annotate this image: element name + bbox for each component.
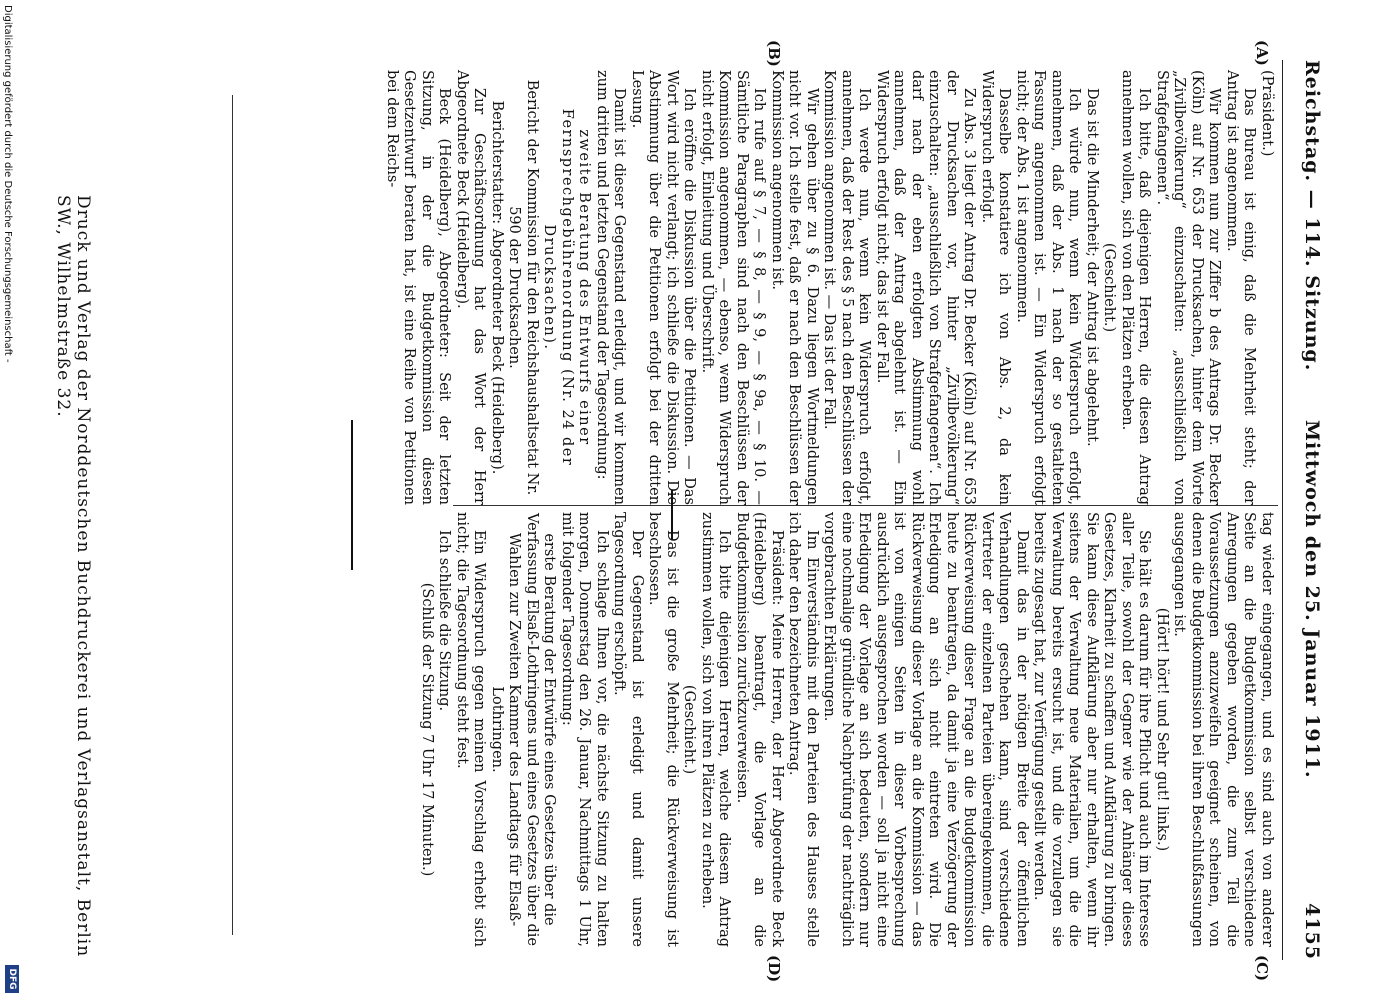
paragraph: Das ist die Minderheit; der Antrag ist abgelehnt. [1084,88,1100,447]
paragraph: Damit ist dieser Gegenstand erledigt, und wir kommen zum dritten und letzten Gegenstand der Tagesordnung: [594,70,628,505]
paragraph: Ich eröffne die Diskussion über die Petitionen. — Das Wort wird nicht verlangt; ich schließe die Diskussion. Die Abstimmung über die Petitionen erfolgt bei der dritten Lesung. [629,70,698,505]
paragraph: Bericht der Kommission für den Reichshaushaltsetat Nr. 590 der Drucksachen. [506,79,540,496]
paragraph: erste Beratung der Entwürfe eines Gesetzes über die Verfassung Elsaß-Lothringens und eines Gesetzes über die Wahlen zur Zweiten Kammer des Landtags für Elsaß-Lothringen. [489,513,558,946]
paragraph: Damit das in der nötigen Breite der öffentlichen Verhandlungen geschehen kann, sind verschiedene Vertreter der einzelnen Parteien übereingekommen, die Rückverweisung dieser Frage an die Budgetkommission heute zu beantragen, da damit ja eine Verzögerung der Erledigung an sich nicht eintreten wird. Die Rückverweisung dieser Vorlage an die Kommission — das ist von einigen Seiten in dieser Vorbesprechung ausdrücklich ausgesprochen worden — soll ja nicht eine Erledigung der Vorlage an sich bedeuten, sondern nur eine nochmalige gründliche Nachprüfung der nachträglich vorgebrachten Erklärungen. [821,512,1030,947]
paragraph: Wir kommen nun zur Ziffer b des Antrags Dr. Becker (Köln) auf Nr. 653 der Drucksachen, hinter dem Worte „Zivilbevölkerung“ einzuschalten: „ausschließlich von Strafgefangenen“. [1154,70,1223,505]
paragraph: Berichterstatter: Abgeordneter Beck (Heidelberg). [489,100,505,475]
paragraph: Dasselbe konstatiere ich von Abs. 2, da kein Widerspruch erfolgt. [979,70,1013,505]
paragraph: Das Bureau ist einig, daß die Mehrheit steht; der Antrag ist angenommen. [1224,70,1258,505]
paragraph: Wir gehen über zu § 6. Dazu liegen Wortmeldungen nicht vor. Ich stelle fest, daß er nach den Beschlüssen der Kommission angenommen ist. [769,70,820,505]
left-column [383,70,1276,505]
paragraph: Ein Widerspruch gegen meinen Vorschlag erhebt sich nicht; die Tagesordnung steht fest. [454,512,488,947]
paragraph: (Geschieht.) [1101,242,1118,333]
paragraph: tag wieder eingegangen, und es sind auch von anderer Seite an die Budgetkommission selbst verschiedene Anregungen gegeben worden, die zum Teil die Voraussetzungen anzuzweifeln geeignet scheinen, von denen die Budgetkommission bei ihren Beschlußfassungen ausgegangen ist. [1171,512,1275,947]
dfg-logo: DFG [5,965,19,993]
paragraph: (Geschieht.) [681,684,698,775]
paragraph: Ich bitte, daß diejenigen Herren, die diesen Antrag annehmen wollen, sich von den Plätzen erheben. [1119,70,1153,505]
paragraph: (Hört! hört! und Sehr gut! links.) [1154,607,1170,852]
closing-rule-short [671,490,673,540]
header-rule [1282,60,1283,960]
imprint: Druck und Verlag der Norddeutschen Buchdruckerei und Verlagsanstalt, Berlin SW., Wilhelmstraße 32. [53,195,93,958]
page-header [1283,60,1323,960]
header-session: Reichstag. — 114. Sitzung. [1301,60,1323,372]
column-divider [453,505,1278,506]
digitization-note: Digitalisierung gefördert durch die Deutsche Forschungsgemeinschaft - [2,5,13,363]
paragraph: Präsident: Meine Herren, der Herr Abgeordnete Beck (Heidelberg) beantragt, die Vorlage an die Budgetkommission zurückzuverweisen. [734,512,785,947]
paragraph: Ich würde nun, wenn kein Widerspruch erfolgt, annehmen, daß der Abs. 1 nach der so gestalteten Fassung angenommen ist. — Ein Widerspruch erfolgt nicht; der Abs. 1 ist angenommen. [1014,70,1083,505]
paragraph: Ich bitte diejenigen Herren, welche diesem Antrag zustimmen wollen, sich von ihren Plätzen zu erheben. [699,512,733,947]
margin-mark-d: (D) [765,955,783,983]
paragraph: Zur Geschäftsordnung hat das Wort der Herr Abgeordnete Beck (Heidelberg). [454,70,488,505]
margin-mark-a: (A) [1253,40,1271,66]
right-column [418,512,1276,947]
closing-rule-long [351,420,353,570]
paragraph: Im Einverständnis mit den Parteien des Hauses stelle ich daher den bezeichneten Antrag. [786,512,820,947]
paragraph: Ich werde nun, wenn kein Widerspruch erfolgt, annehmen, daß der Rest des § 5 nach den Beschlüssen der Kommission angenommen ist. — Das ist der Fall. [821,70,873,505]
paragraph: Ich rufe auf § 7, — § 8, — § 9, — § 9a, — § 10. — Sämtliche Paragraphen sind nach den Beschlüssen der Kommission angenommen, — ebenso, wenn Widerspruch nicht erfolgt, Einleitung und Überschrift. [699,70,768,505]
page-number: 4155 [1301,903,1323,960]
footer-rule [232,95,233,935]
paragraph: Der Gegenstand ist erledigt und damit unsere Tagesordnung erschöpft. [611,512,645,947]
paragraph: Zu Abs. 3 liegt der Antrag Dr. Becker (Köln) auf Nr. 653 der Drucksachen vor, hinter „Zivilbevölkerung“ einzuschalten: „ausschließlich von Strafgefangenen“. Ich darf nach der eben erfolgten Abstimmung wohl annehmen, daß der Antrag abgelehnt ist. — Ein Widerspruch erfolgt nicht; das ist der Fall. [874,70,978,505]
paragraph: (Präsident.) [1259,70,1275,157]
header-date: Mittwoch den 25. Januar 1911. [1301,420,1323,779]
paragraph: Beck (Heidelberg), Abgeordneter: Seit der letzten Sitzung, in der die Budgetkommission diesen Gesetzentwurf beraten hat, ist eine Reihe von Petitionen bei dem Reichs- [384,70,453,505]
paragraph: Sie hält es darum für ihre Pflicht und auch im Interesse aller Teile, sowohl der Gegner wie der Anhänger dieses Gesetzes, Klarheit zu schaffen und Aufklärung zu bringen. Sie kann diese Aufklärung aber nur erhalten, wenn ihr seitens der Verwaltung neue Materialien, um die die Verwaltung bereits ersucht ist, und die vorzulegen sie bereits zugesagt hat, zur Verfügung gestellt werden. [1031,512,1153,947]
paragraph: Ich schlage Ihnen vor, die nächste Sitzung zu halten morgen, Donnerstag den 26. Januar, Nachmittags 1 Uhr, mit folgender Tagesordnung: [559,512,610,947]
margin-mark-c: (C) [1253,955,1271,982]
paragraph: Ich schließe die Sitzung. [436,530,453,712]
agenda-item: zweite Beratung des Entwurfs einer Fernsprechgebührenordnung (Nr. 24 der Drucksachen). [541,108,593,467]
margin-mark-b: (B) [765,40,783,67]
paragraph: (Schluß der Sitzung 7 Uhr 17 Minuten.) [419,582,435,877]
paragraph: Das ist die große Mehrheit; die Rückverweisung ist beschlossen. [646,512,680,947]
